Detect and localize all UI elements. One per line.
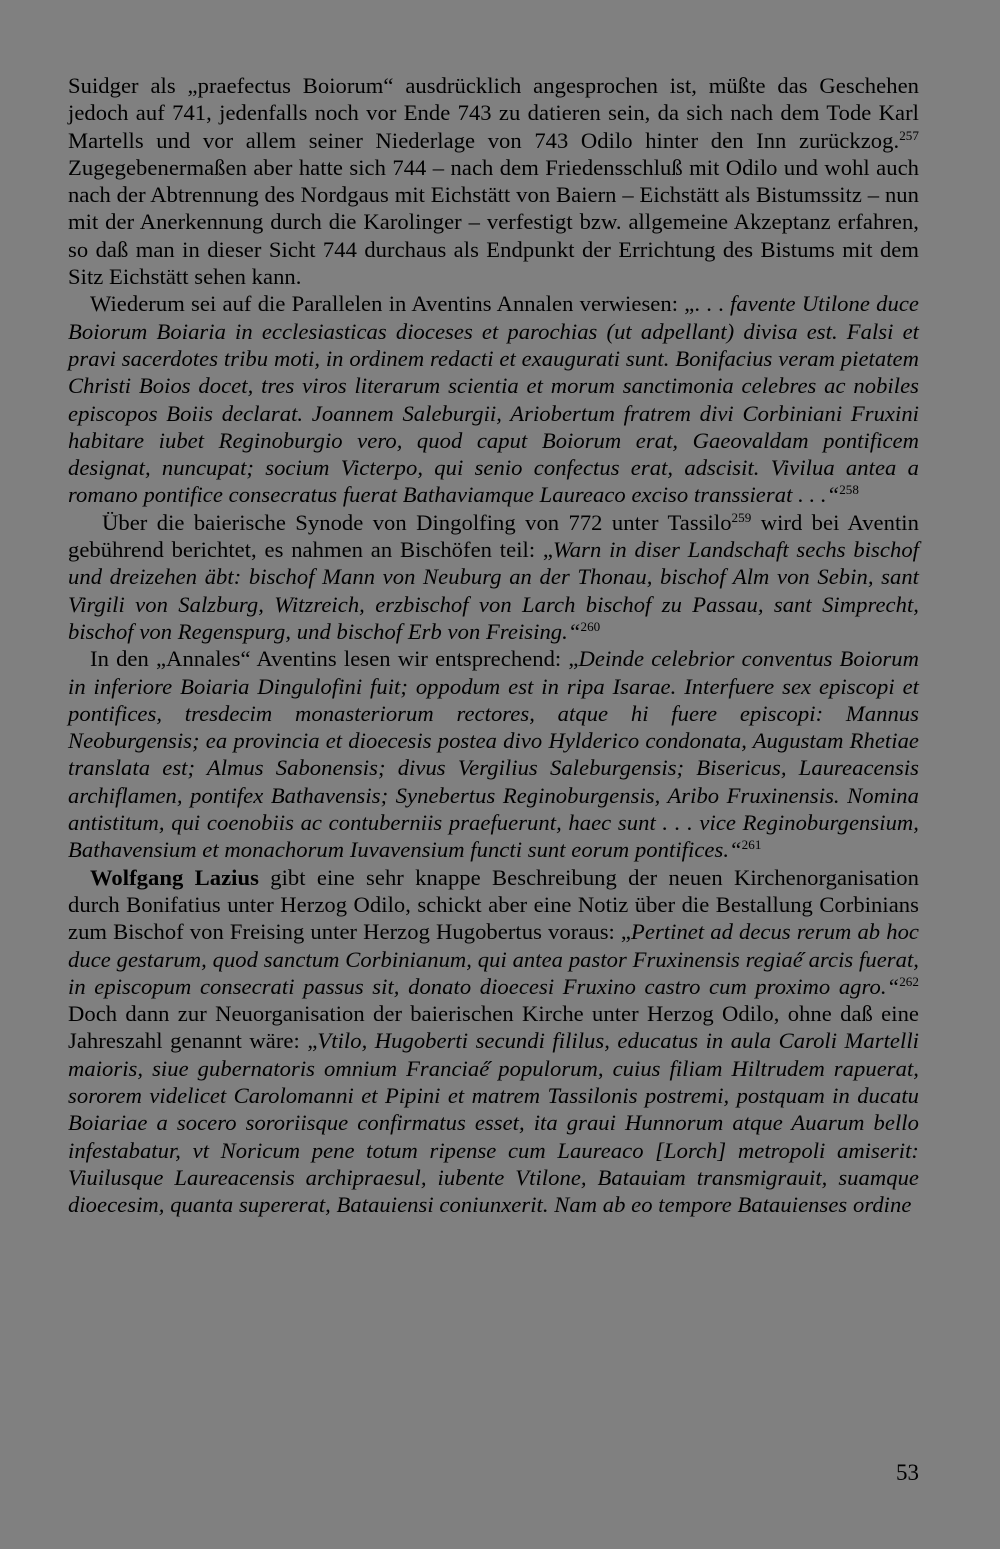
body-text-run: Zugegebenermaßen aber hatte sich 744 – nach dem Friedensschluß mit Odilo und wohl auch nach der Abtrennung des Nordgaus mit Eichstätt von Baiern – Eichstätt als Bistumssitz – nun mit der Anerkennung durch die Karolinger – verfestigt bzw. allgemeine Akzeptanz erfahren, so daß man in dieser Sicht 744 durchaus als Endpunkt der Errichtung des Bistums mit dem Sitz Eichstätt sehen kann. <box>68 154 919 290</box>
footnote-marker: 260 <box>580 618 601 634</box>
paragraph-aventin-annalen <box>68 290 919 508</box>
paragraph-lazius <box>68 864 919 1219</box>
page-number: 53 <box>896 1460 919 1485</box>
footnote-marker: 257 <box>899 127 919 143</box>
body-text-run: Suidger als „praefectus Boiorum“ ausdrücklich angesprochen ist, müßte das Geschehen jedoch auf 741, jedenfalls noch vor Ende 743 zu datieren sein, da sich nach dem Tode Karl Martells und vor allem seiner Niederlage von 743 Odilo hinter den Inn zurückzog. <box>68 73 919 153</box>
latin-quotation: Warn in diser Landschaft sechs bischof und dreizehen äbt: bischof Mann von Neuburg an der Thonau, bischof Alm von Sebin, sant Virgili von Salzburg, Witzreich, erzbischof von Larch bischof zu Passau, sant Simprecht, bischof von Regenspurg, und bischof Erb von Freising.“ <box>68 537 919 644</box>
footnote-marker: 262 <box>899 973 919 989</box>
latin-quotation: Pertinet ad decus rerum ab hoc duce gestarum, quod sanctum Corbinianum, qui antea pastor Fruxinensis regiae̋ arcis fuerat, in episcopum consecrati passus sit, donato dioecesi Fruxino castro cum proximo agro.“ <box>68 919 919 999</box>
body-text <box>68 72 919 1218</box>
author-name: Wolfgang Lazius <box>90 864 259 890</box>
footnote-marker: 261 <box>741 837 762 853</box>
body-text-run: wird bei Aventin gebührend berichtet, es nahmen an Bischöfen teil: „ <box>68 509 919 563</box>
body-text-run: gibt eine sehr knappe Beschreibung der neuen Kirchenorganisation durch Bonifatius unter Herzog Odilo, schickt aber eine Notiz über die Bestallung Corbinians zum Bischof von Freising unter Herzog Hugobertus voraus: „ <box>68 864 919 945</box>
footnote-marker: 259 <box>731 509 752 525</box>
footnote-marker: 258 <box>839 482 859 498</box>
body-text-run: Über die baierische Synode von Dingolfing von 772 unter Tassilo <box>102 509 732 535</box>
body-text-run: In den „Annales“ Aventins lesen wir entsprechend: „ <box>90 646 579 672</box>
latin-quotation: Deinde celebrior conventus Boiorum in inferiore Boiaria Dingulofini fuit; oppodum est in ripa Isarae. Interfuere sex episcopi et pontifices, tresdecim monasteriorum rectores, atque hi fuere episcopi: Mannus Neoburgensis; ea provincia et dioecesis postea divo Hylderico condonata, Augustam Rhetiae translata est; Almus Sabonensis; divus Vergilius Saleburgensis; Bisericus, Laureacensis archiflamen, pontifex Bathavensis; Synebertus Reginoburgensis, Aribo Fruxinensis. Nomina antistitum, qui coenobiis ac contuberniis praefuerunt, haec sunt . . . vice Reginoburgensium, Bathavensium et monachorum Iuvavensium functi sunt eorum pontifices.“ <box>68 646 919 863</box>
latin-quotation: Vtilo, Hugoberti secundi fililus, educatus in aula Caroli Martelli maioris, siue gubernatoris omnium Franciae̋ populorum, cuius filiam Hiltrudem rapuerat, sororem videlicet Carolomanni et Pipini et matrem Tassilonis postremi, postquam in ducatu Boiariae a socero sororiisque confirmatus esset, ita graui Hunnorum atque Auarum bello infestabatur, vt Noricum pene totum ripense cum Laureaco [Lorch] metropoli amiserit: Viuilusque Laureacensis archipraesul, iubente Vtilone, Batauiam transmigrauit, suamque dioecesim, quanta supererat, Batauiensi coniunxerit. Nam ab eo tempore Batauienses ordine <box>68 1028 919 1218</box>
body-text-run: Doch dann zur Neuorganisation der baierischen Kirche unter Herzog Odilo, ohne daß eine Jahreszahl genannt wäre: „ <box>68 1001 919 1054</box>
paragraph-dingolfing <box>68 509 919 645</box>
paragraph-suidger <box>68 72 919 290</box>
paragraph-annales <box>68 645 919 863</box>
latin-quotation: favente Utilone duce Boiorum Boiaria in ecclesiasticas dioceses et parochias (ut adpellant) divisa est. Falsi et pravi sacerdotes tribu moti, in ordinem redacti et exaugurati sunt. Bonifacius veram pietatem Christi Boios docet, tres viros literarum scientia et morum sanctimonia celebres ac nobiles episcopos Boiis declarat. Joannem Saleburgii, Ariobertum fratrem divi Corbiniani Fruxini habitare iubet Reginoburgio vero, quod caput Boiorum erat, Gaeovaldam pontificem designat, nuncupat; socium Victerpo, qui senio confectus erat, adscisit. Vivilua antea a romano pontifice consecratus fuerat Bathaviamque Laureaco exciso transsierat . . .“ <box>68 291 919 508</box>
body-text-run: Wiederum sei auf die Parallelen in Aventins Annalen verwiesen: „. . . <box>90 291 731 317</box>
